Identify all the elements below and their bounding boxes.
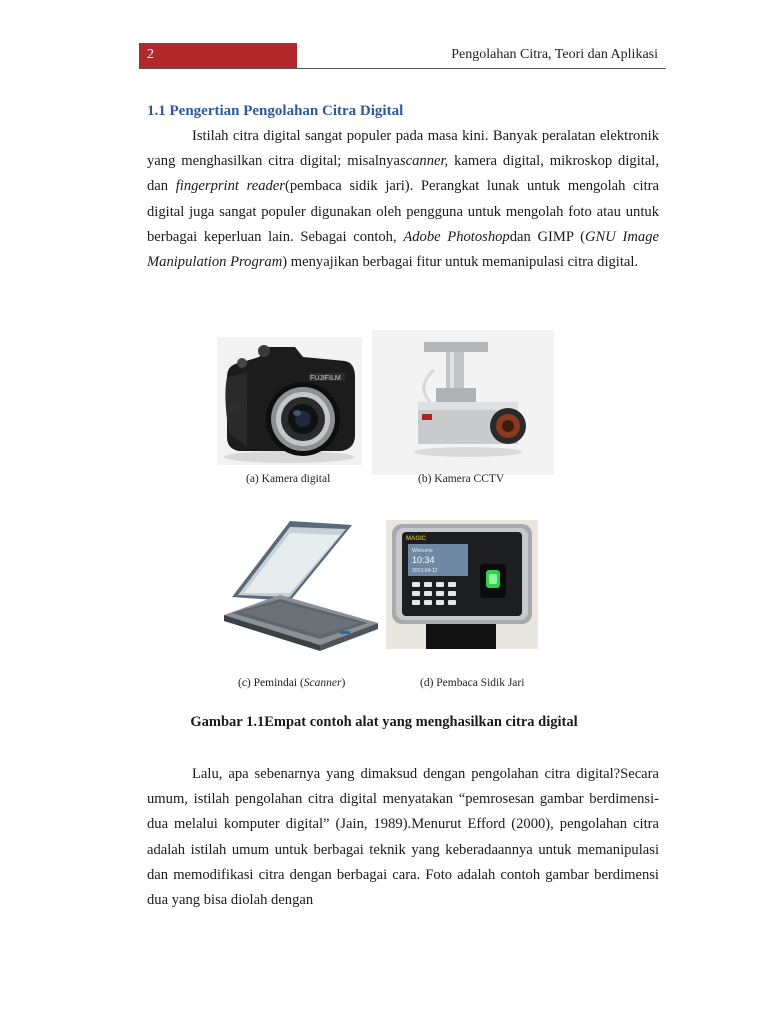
scanner-image bbox=[220, 519, 380, 652]
device-screen-date: 2013-04-12 bbox=[412, 568, 438, 574]
cctv-camera-image bbox=[372, 330, 554, 475]
fingerprint-reader-image bbox=[386, 520, 538, 649]
caption-d: (d) Pembaca Sidik Jari bbox=[420, 677, 525, 689]
paragraph-intro: Istilah citra digital sangat populer pada masa kini. Banyak peralatan elektronik yang menghasilkan citra digital; misalnyascanner, kamera digital, mikroskop digital, dan fingerprint reader(pembaca sidik jari). Perangkat lunak untuk mengolah citra digital juga sangat populer digunakan oleh pengguna untuk mengolah foto atau untuk berbagai keperluan lain. Sebagai contoh, Adobe Photoshopdan GIMP (GNU Image Manipulation Program) menyajikan berbagai fitur untuk memanipulasi citra digital. bbox=[147, 128, 659, 271]
device-brand-text: MAGIC bbox=[406, 536, 426, 542]
figure-caption: Gambar 1.1Empat contoh alat yang menghasilkan citra digital bbox=[190, 714, 578, 730]
section-heading: 1.1 Pengertian Pengolahan Citra Digital bbox=[147, 103, 404, 119]
paragraph-definition: Lalu, apa sebenarnya yang dimaksud dengan pengolahan citra digital?Secara umum, istilah pengolahan citra digital menyatakan “pemrosesan gambar berdimensi-dua melalui komputer digital” (Jain, 1989).Menurut Efford (2000), pengolahan citra adalah istilah umum untuk berbagai teknik yang keberadaannya untuk memanipulasi dan memodifikasi citra dengan berbagai cara. Foto adalah contoh gambar berdimensi dua yang bisa diolah dengan bbox=[147, 766, 659, 909]
caption-a: (a) Kamera digital bbox=[246, 473, 331, 485]
camera-brand-text: FUJIFILM bbox=[310, 375, 341, 382]
device-screen-line1: Welcome bbox=[412, 548, 433, 554]
caption-c: (c) Pemindai (Scanner) bbox=[238, 677, 346, 689]
header-box bbox=[139, 43, 297, 68]
caption-b: (b) Kamera CCTV bbox=[418, 473, 505, 485]
device-screen-time: 10:34 bbox=[412, 555, 435, 565]
page-number: 2 bbox=[147, 47, 154, 62]
digital-camera-image bbox=[217, 337, 362, 465]
header-rule bbox=[139, 68, 666, 69]
running-title: Pengolahan Citra, Teori dan Aplikasi bbox=[451, 47, 658, 62]
